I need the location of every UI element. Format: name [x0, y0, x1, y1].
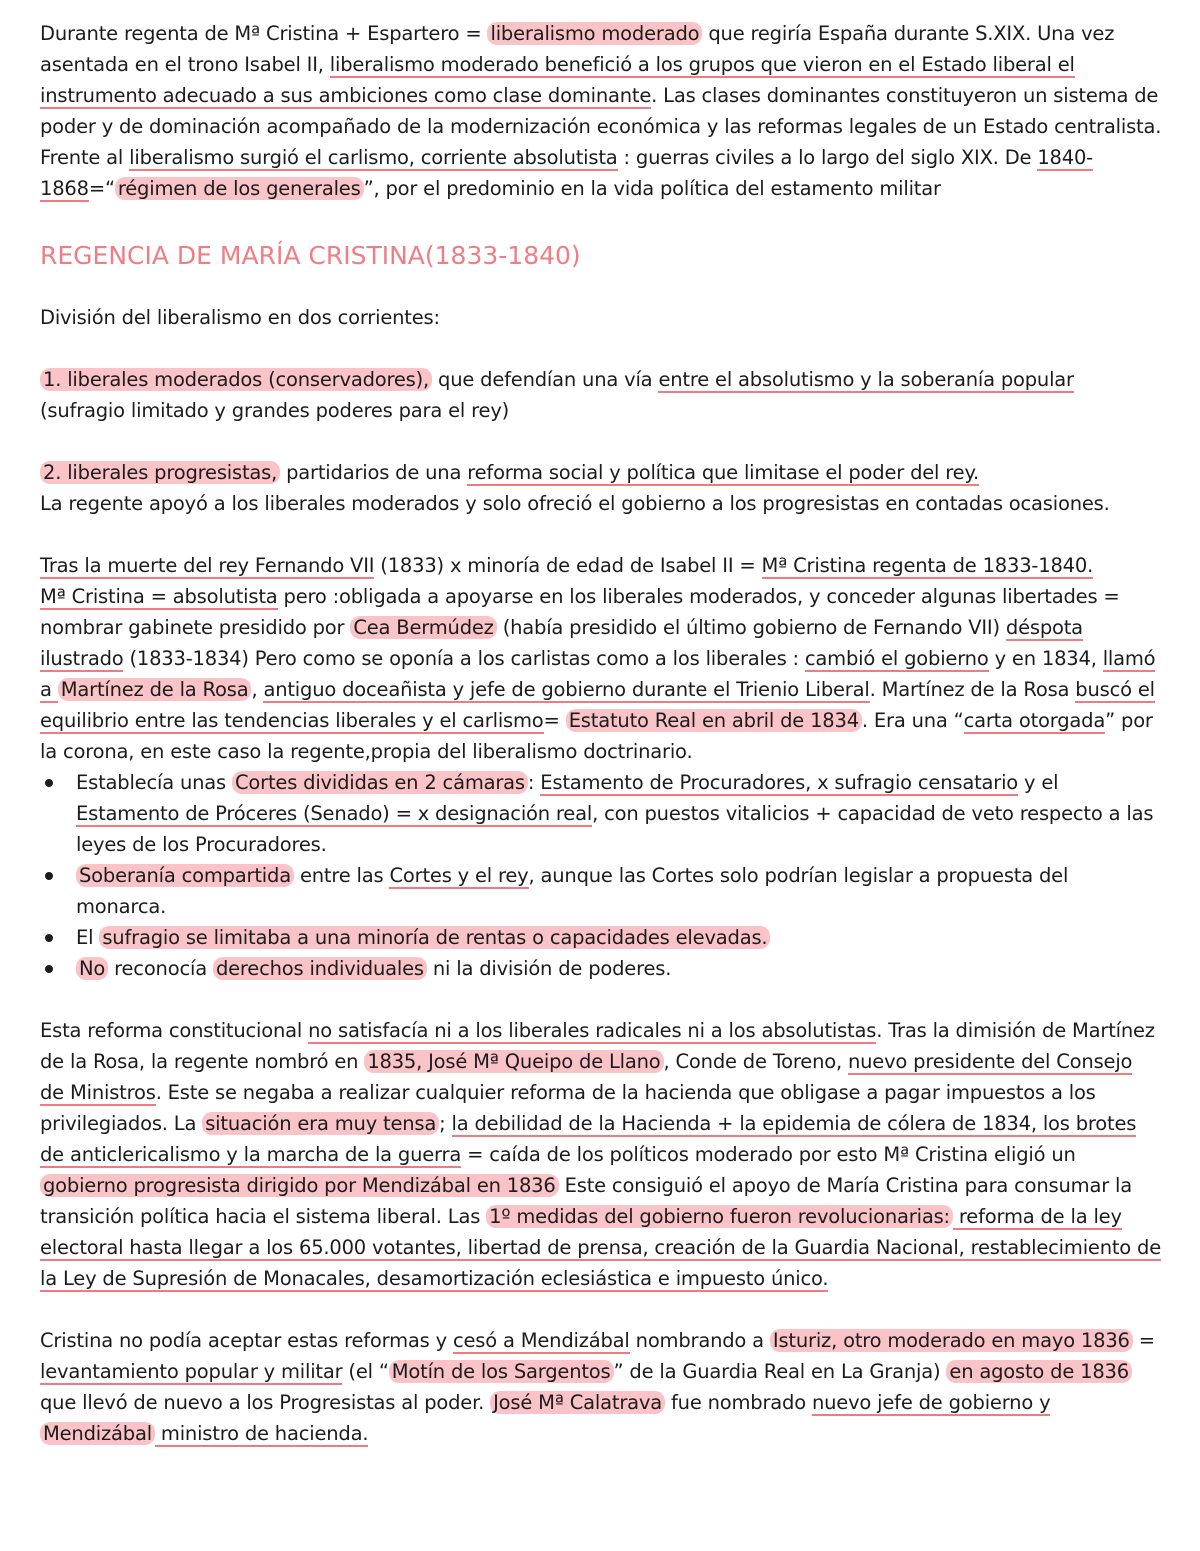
highlight: Mendizábal [40, 1422, 155, 1445]
text: ” por la corona, en este caso la regente,propia del liberalismo doctrinario. [40, 709, 1153, 763]
text: que defendían una vía [432, 368, 659, 391]
text: El [76, 926, 100, 949]
highlight: 1835, José Mª Queipo de Llano [364, 1050, 663, 1073]
regente-line: La regente apoyó a los liberales moderados y solo ofreció el gobierno a los progresistas en contadas ocasiones. [40, 492, 1110, 515]
underline: Cortes y el rey [389, 864, 529, 887]
text: = [1132, 1329, 1155, 1352]
text: ; [439, 1112, 452, 1135]
text: : guerras civiles a lo largo del siglo XIX. De [617, 146, 1038, 169]
text: . Este se negaba a realizar cualquier reforma de la hacienda que obligase a pagar impuestos a los privilegiados. La [40, 1081, 1096, 1135]
text: Este consiguió el apoyo de María Cristina para consumar la transición política hacia el sistema liberal. Las [40, 1174, 1132, 1228]
text: . Las clases dominantes constituyeron un sistema de poder y de dominación acompañado de la modernización económica y las reformas legales de un Estado centralista. Frente al [40, 84, 1162, 169]
text: (1833-1834) Pero como se oponía a los carlistas como a los liberales : [123, 647, 805, 670]
highlight: gobierno progresista dirigido por Mendizábal en 1836 [40, 1174, 559, 1197]
highlight: 1. liberales moderados (conservadores), [40, 368, 432, 391]
paragraph-reforma [40, 1015, 1162, 1294]
text: : [527, 771, 541, 794]
paragraph-fernando [40, 550, 1162, 767]
text: =“ [88, 177, 115, 200]
underline: Mª Cristina = absolutista [40, 585, 278, 608]
underline: no satisfacía ni a los liberales radicales ni a los absolutistas [308, 1019, 877, 1042]
spacer [40, 519, 1162, 550]
underline: Estamento de Próceres (Senado) = x designación real [76, 802, 593, 825]
spacer [40, 426, 1162, 457]
highlight: régimen de los generales [115, 177, 364, 200]
underline: la debilidad de la Hacienda + la epidemia de cólera de 1834, los brotes de anticlericalismo y la marcha de la guerra [40, 1112, 1137, 1166]
text: , Conde de Toreno, [663, 1050, 848, 1073]
text: . Martínez de la Rosa [869, 678, 1076, 701]
text: que llevó de nuevo a los Progresistas al poder. [40, 1391, 491, 1414]
text: ”, por el predominio en la vida política del estamento militar [363, 177, 941, 200]
text: pero :obligada a apoyarse en los liberales moderados, y conceder algunas libertades = nombrar gabinete presidido por [40, 585, 1120, 639]
spacer [40, 1294, 1162, 1325]
highlight: Cortes divididas en 2 cámaras [232, 771, 528, 794]
underline: cesó a Mendizábal [452, 1329, 630, 1352]
underline: entre el absolutismo y la soberanía popular [658, 368, 1074, 391]
highlight: José Mª Calatrava [490, 1391, 665, 1414]
list-item-moderados [40, 364, 1162, 426]
text: (había presidido el último gobierno de Fernando VII) [496, 616, 1006, 639]
text: ” de la Guardia Real en La Granja) [613, 1360, 947, 1383]
highlight: Isturiz, otro moderado en mayo 1836 [770, 1329, 1133, 1352]
highlight: 1º medidas del gobierno fueron revolucionarias: [486, 1205, 953, 1228]
underline: Tras la muerte del rey Fernando VII [40, 554, 375, 577]
paragraph-isturiz [40, 1325, 1162, 1449]
list-item-progresistas [40, 457, 1162, 488]
text: Durante regenta de Mª Cristina + Espartero = [40, 22, 488, 45]
text: (sufragio limitado y grandes poderes para el rey) [40, 399, 510, 422]
highlight: derechos individuales [213, 957, 427, 980]
intro-paragraph [40, 18, 1162, 204]
text: . Tras la dimisión de Martínez de la Rosa, la regente nombró en [40, 1019, 1155, 1073]
highlight: en agosto de 1836 [946, 1360, 1132, 1383]
highlight: No [76, 957, 108, 980]
spacer [40, 984, 1162, 1015]
list-item [76, 922, 1162, 953]
text: Esta reforma constitucional [40, 1019, 309, 1042]
underline: nuevo presidente del Consejo de Ministros [40, 1050, 1133, 1104]
text: Establecía unas [76, 771, 232, 794]
underline: carta otorgada [963, 709, 1106, 732]
division-line: División del liberalismo en dos corrientes: [40, 306, 440, 329]
underline: liberalismo surgió el carlismo, corriente absolutista [129, 146, 618, 169]
text: fue nombrado [665, 1391, 812, 1414]
underline: déspota ilustrado [40, 616, 1083, 670]
section-heading: REGENCIA DE MARÍA CRISTINA(1833-1840) [40, 241, 581, 270]
underline: buscó el equilibrio entre las tendencias liberales y el carlismo [40, 678, 1155, 732]
highlight: 2. liberales progresistas, [40, 461, 280, 484]
underline: Mª Cristina regenta de 1833-1840. [761, 554, 1094, 577]
highlight: Soberanía compartida [76, 864, 294, 887]
text: , [251, 678, 264, 701]
text: (el “ [342, 1360, 389, 1383]
highlight: Cea Bermúdez [350, 616, 496, 639]
highlight: liberalismo moderado [487, 22, 702, 45]
list-item [76, 953, 1162, 984]
list-item [76, 767, 1162, 860]
text: y en 1834, [988, 647, 1103, 670]
underline: Estamento de Procuradores, x sufragio censatario [540, 771, 1019, 794]
text: entre las [293, 864, 390, 887]
text: Cristina no podía aceptar estas reformas y [40, 1329, 453, 1352]
underline: cambió el gobierno [804, 647, 989, 670]
underline: nuevo jefe de gobierno y [811, 1391, 1051, 1414]
highlight: sufragio se limitaba a una minoría de rentas o capacidades elevadas. [99, 926, 770, 949]
highlight: Martínez de la Rosa [58, 678, 252, 701]
highlight: Estatuto Real en abril de 1834 [566, 709, 862, 732]
highlight: situación era muy tensa [202, 1112, 439, 1135]
text: que regiría España durante S.XIX. Una vez asentada en el trono Isabel II, [40, 22, 1115, 76]
underline: liberalismo moderado benefició a los grupos que vieron en el Estado liberal el instrumento adecuado a sus ambiciones como clase dominante [40, 53, 1075, 107]
text: , con puestos vitalicios + capacidad de veto respecto a las leyes de los Procuradores. [76, 802, 1154, 856]
text: = [543, 709, 566, 732]
text: (1833) x minoría de edad de Isabel II = [374, 554, 762, 577]
text: nombrando a [629, 1329, 770, 1352]
underline: ministro de hacienda. [154, 1422, 369, 1445]
text: = caída de los políticos moderado por esto Mª Cristina eligió un [461, 1143, 1076, 1166]
list-item [76, 860, 1162, 922]
underline: antiguo doceañista y jefe de gobierno durante el Trienio Liberal [263, 678, 870, 701]
highlight: Motín de los Sargentos [389, 1360, 614, 1383]
underline: reforma social y política que limitase el poder del rey. [467, 461, 980, 484]
bullet-list [40, 767, 1162, 984]
spacer [40, 333, 1162, 364]
text: reconocía [108, 957, 213, 980]
text: partidarios de una [280, 461, 468, 484]
underline: llamó a [40, 647, 1156, 701]
underline: reforma de la ley electoral hasta llegar a los 65.000 votantes, libertad de prensa, creación de la Guardia Nacional, restablecimiento de la Ley de Supresión de Monacales, desamortización eclesiástica e impuesto único. [40, 1205, 1162, 1290]
underline: levantamiento popular y militar [40, 1360, 343, 1383]
text: y el [1018, 771, 1059, 794]
text: , aunque las Cortes solo podrían legislar a propuesta del monarca. [76, 864, 1069, 918]
text: . Era una “ [861, 709, 964, 732]
underline: 1840-1868 [40, 146, 1094, 200]
text: ni la división de poderes. [426, 957, 672, 980]
